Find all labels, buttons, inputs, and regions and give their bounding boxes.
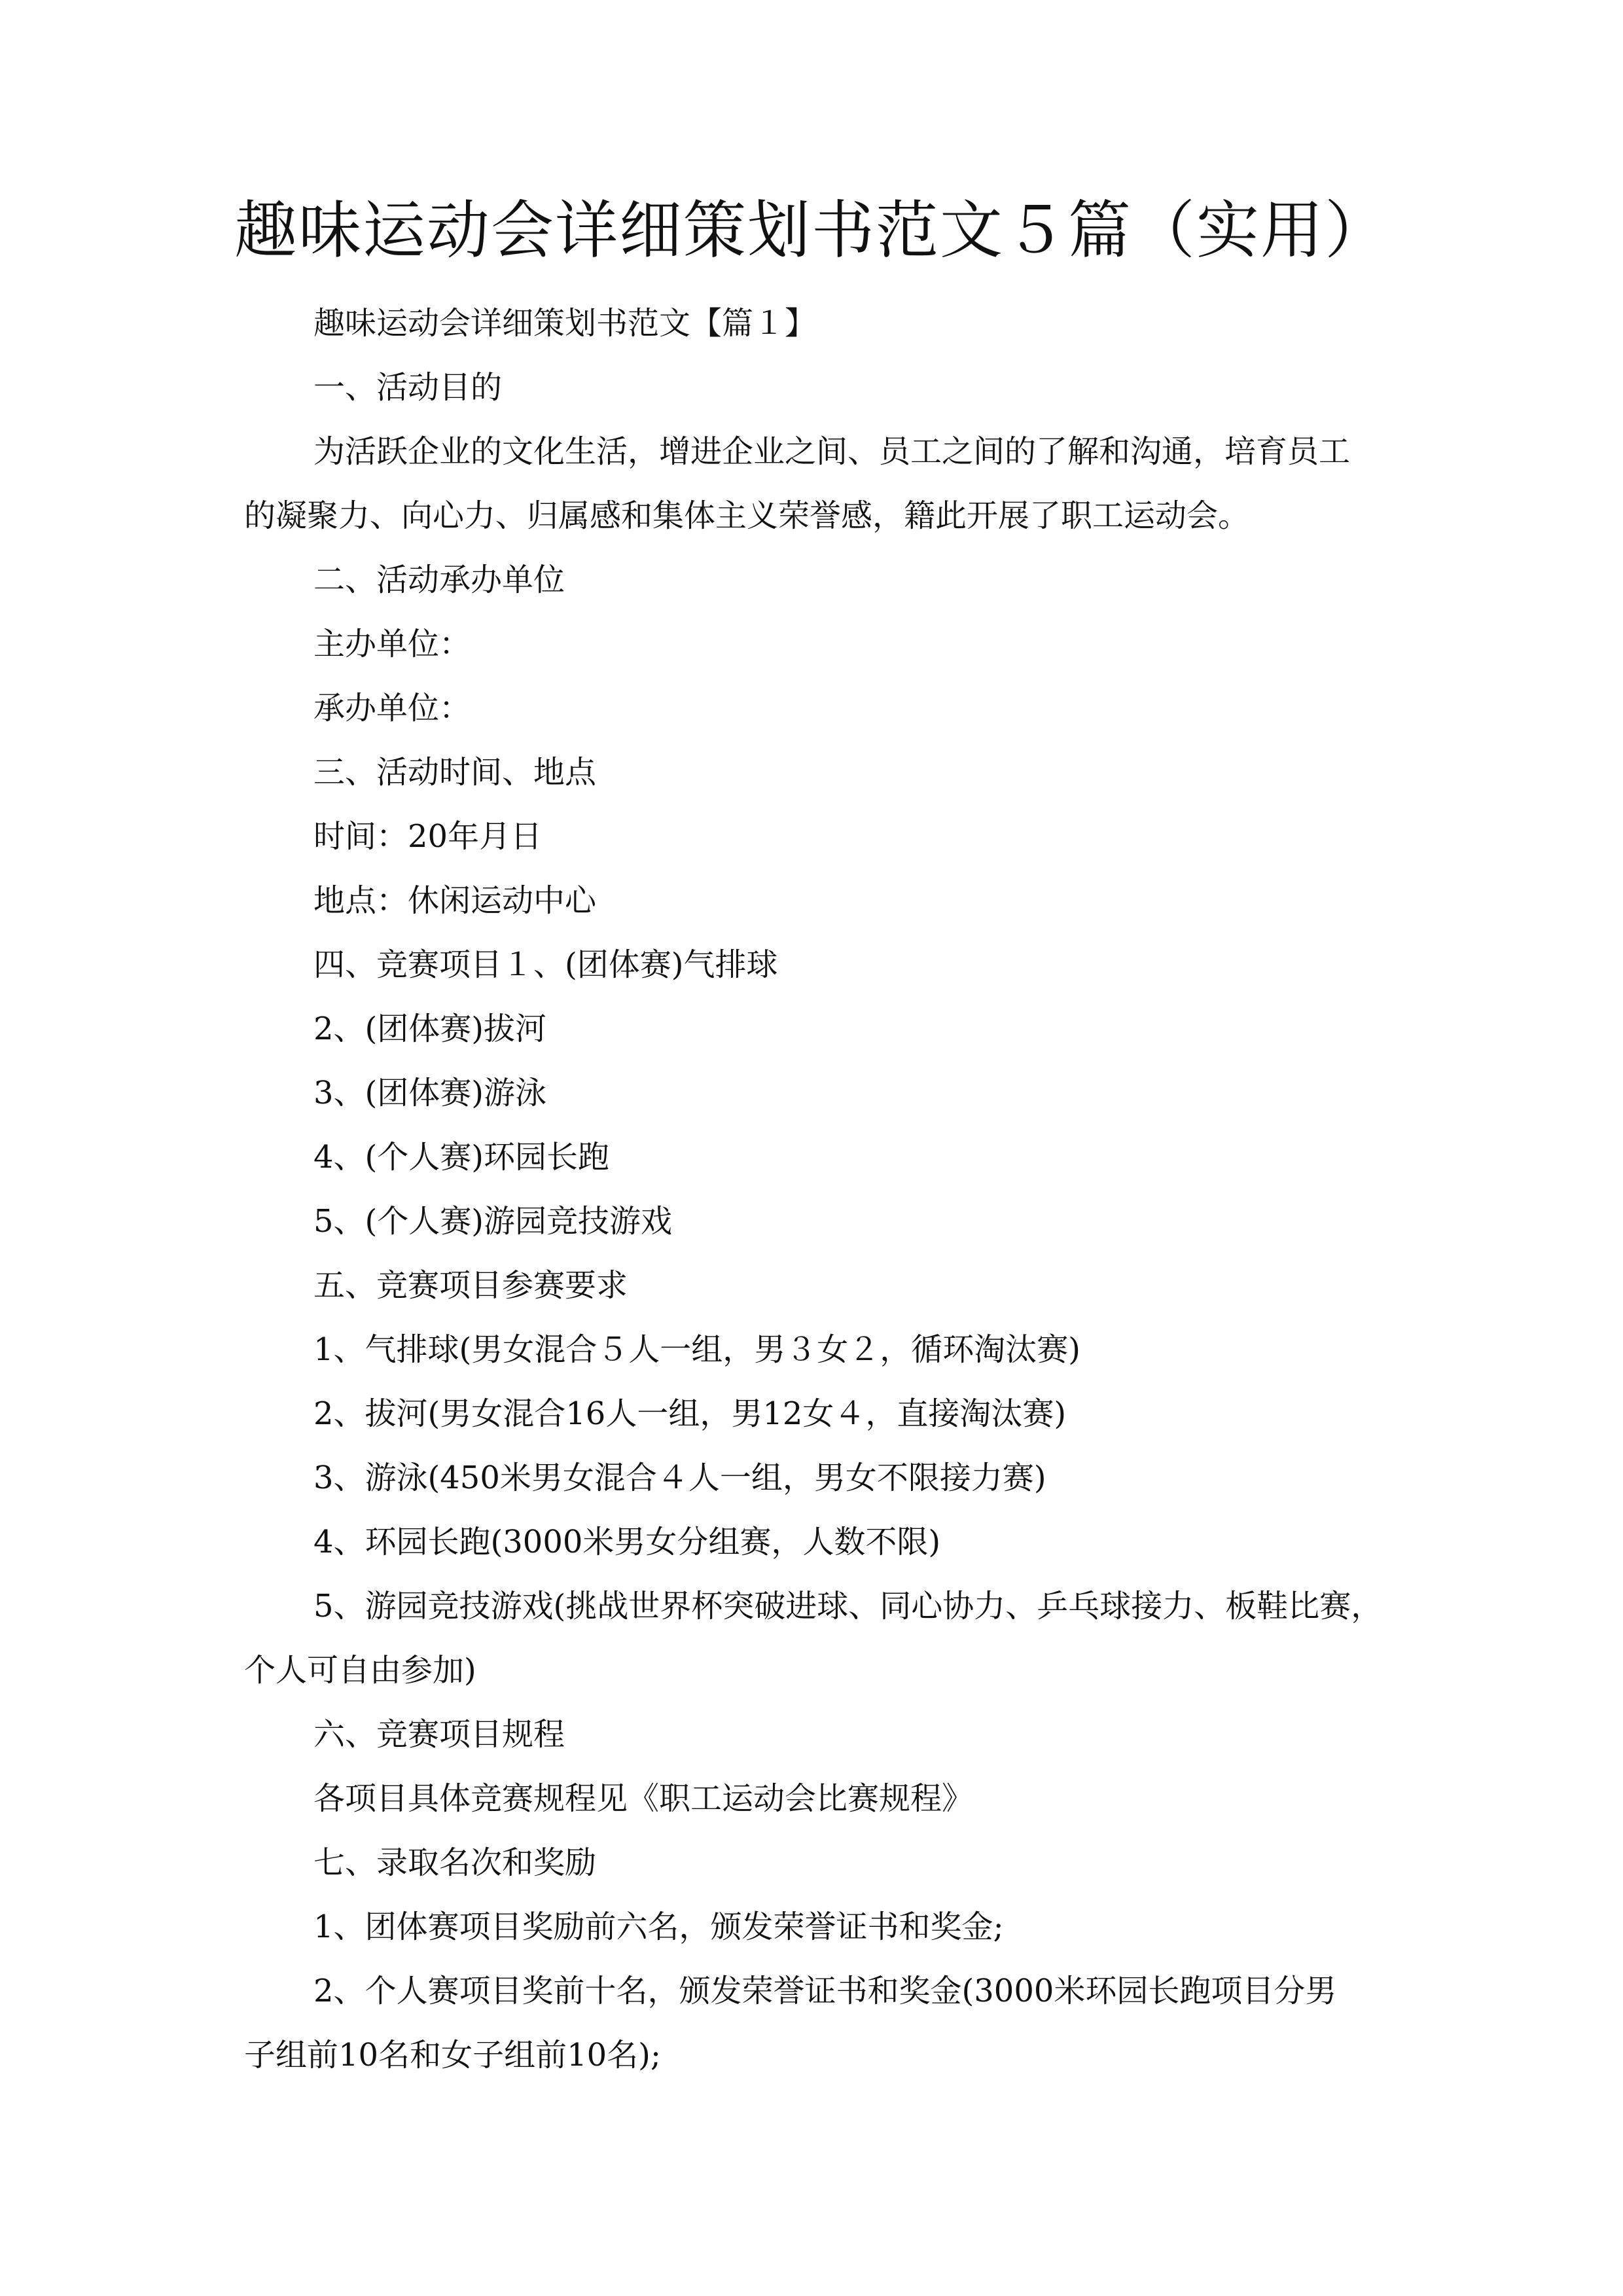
list-item: 2、(团体赛)拔河 [313, 1011, 546, 1047]
list-item: 5、游园竞技游戏(挑战世界杯突破进球、同心协力、乒乓球接力、板鞋比赛， [313, 1588, 1383, 1624]
list-item: 3、游泳(450米男女混合４人一组，男女不限接力赛) [313, 1460, 1046, 1496]
list-item-continued: 个人可自由参加) [244, 1652, 476, 1689]
heading-events: 四、竞赛项目１、(团体赛)气排球 [313, 946, 778, 983]
heading-awards: 七、录取名次和奖励 [313, 1844, 597, 1881]
text-line: 各项目具体竞赛规程见《职工运动会比赛规程》 [313, 1780, 974, 1817]
section-heading: 趣味运动会详细策划书范文【篇１】 [313, 305, 817, 342]
heading-organizers: 二、活动承办单位 [313, 562, 565, 598]
list-item: 1、气排球(男女混合５人一组，男３女２，循环淘汰赛) [313, 1331, 1080, 1368]
list-item-continued: 子组前10名和女子组前10名); [244, 2037, 662, 2073]
document-title: 趣味运动会详细策划书范文５篇（实用） [234, 194, 1389, 267]
list-item: 4、(个人赛)环园长跑 [313, 1139, 609, 1175]
list-item: 2、个人赛项目奖前十名，颁发荣誉证书和奖金(3000米环园长跑项目分男 [313, 1973, 1337, 2009]
heading-requirements: 五、竞赛项目参赛要求 [313, 1267, 628, 1304]
text-line: 时间：20年月日 [313, 818, 543, 855]
list-item: 3、(团体赛)游泳 [313, 1075, 546, 1111]
heading-rules: 六、竞赛项目规程 [313, 1716, 565, 1753]
document-body [244, 291, 1383, 2087]
text-line: 地点：休闲运动中心 [313, 882, 597, 919]
list-item: 2、拔河(男女混合16人一组，男12女４，直接淘汰赛) [313, 1395, 1067, 1432]
text-line: 主办单位： [313, 626, 471, 662]
list-item: 4、环园长跑(3000米男女分组赛，人数不限) [313, 1524, 941, 1560]
list-item: 1、团体赛项目奖励前六名，颁发荣誉证书和奖金; [313, 1909, 1004, 1945]
list-item: 5、(个人赛)游园竞技游戏 [313, 1203, 672, 1240]
text-line: 承办单位： [313, 690, 471, 726]
heading-activity-purpose: 一、活动目的 [313, 369, 503, 406]
paragraph-line: 为活跃企业的文化生活，增进企业之间、员工之间的了解和沟通，培育员工 [313, 433, 1351, 470]
heading-time-place: 三、活动时间、地点 [313, 754, 597, 791]
paragraph-line: 的凝聚力、向心力、归属感和集体主义荣誉感，籍此开展了职工运动会。 [244, 497, 1250, 534]
